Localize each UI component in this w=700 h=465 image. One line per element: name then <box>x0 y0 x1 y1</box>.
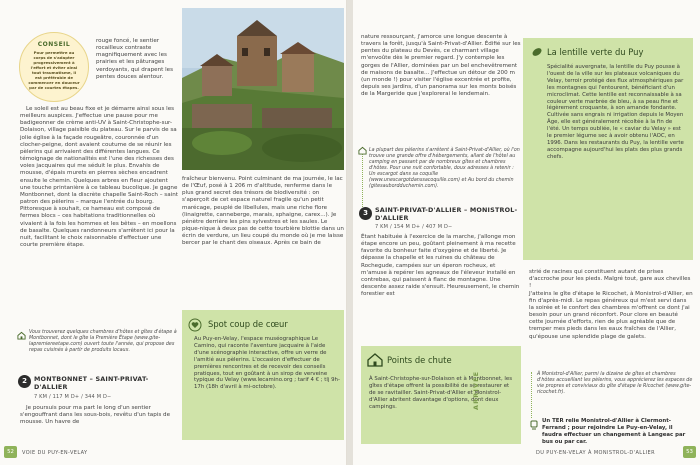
left-col1-top <box>96 38 178 81</box>
paragraph: strié de racines qui constituent autant de prises d'accroche pour les pieds. Malgré tout, gare aux chevilles ! J'atteins le gîte d'étape le Ricochet, à Monistrol-d'Allier, en fin d'après-midi. Le repas généreux qui m'est servi dans la soirée et le confort des chambres m'offrent ce dont j'ai besoin pour un grand réconfort. Pour clore en beauté cette journée d'efforts, rien de plus agréable que de tremper mes pieds dans les eaux fraîches de l'Allier, qu'épouse une splendide plage de galets. <box>529 269 693 340</box>
page-number: 53 <box>683 446 696 458</box>
right-col1-main <box>361 234 521 298</box>
paragraph: nature ressourçant, j'amorce une longue descente à travers la forêt, jusqu'à Saint-Privat-d'Allier. Édifié sur les pentes du plateau du Devès, ce charmant village m'envoûte dès le premier regard. J'y contemple les gorges de l'Allier, dominées par un bel enchevêtrement de maisons de basalte... J'effectue un détour de 200 m (un monde !) pour visiter l'église excentrée et profite, depuis ses jardins, d'un panorama sur les monts boisés de la Margeride que j'explorerai le lendemain. <box>361 34 521 98</box>
stage-title: SAINT-PRIVAT-D'ALLIER – MONISTROL-D'ALLIER <box>375 206 518 222</box>
points-title: Points de chute <box>387 355 452 365</box>
paragraph: Le soleil est au beau fixe et je démarre ainsi sous les meilleurs auspices. J'effectue une pause pour me badigeonner de crème anti-UV à Saint-Christophe-sur-Dolaison, village paisible du plateau. Sur le parvis de sa jolie église à la façade rougeâtre, couronnée d'un clocher-peigne, dont avaient coutume de se réunir les pèlerins qui arrivaient des différentes langues. Ce témoignage de nationalités est l'une des richesses des voies jacquaires qui me séduit le plus. Envahis de mousse, d'épais murets en pierres sèches encadrent ensuite le chemin. Quelques arbres en fleur ajoutent une touche printanière à ce tableau bucolique. Je gagne Montbonnet, dont la discrète chapelle Saint-Roch – saint patron des pèlerins – marque l'entrée du bourg. Pittoresque à souhait, ce hameau est composé de fermes blocs – ces habitations traditionnelles où vivaient à la fois les hommes et les bêtes – en moellons de basalte. Quelques randonneurs s'arrêtent ici pour la nuit, facilitant le choix raisonnable d'effectuer une courte première étape. <box>20 106 178 248</box>
house-icon <box>367 353 383 367</box>
paragraph: Je poursuis pour ma part le long d'un sentier s'engouffrant dans les sous-bois, revêtu d'un tapis de mousse. Un havre de <box>20 405 171 426</box>
page-number: 52 <box>4 446 17 458</box>
leaf-icon <box>531 46 543 58</box>
stage-meta: 7 KM / 117 M D+ / 344 M D− <box>34 394 112 400</box>
heart-icon <box>188 318 202 332</box>
right-tip: La plupart des pèlerins s'arrêtent à Saint-Privat-d'Allier, où l'on trouve une grande offre d'hébergements, allant de l'hôtel au camping en passant par de nombreux gîtes et chambres d'hôtes. Pour une nuit confortable, doux adresses à retenir : Un escargot dans sa coquille (www.unescargotdanssacoquille.com) et Au bord du chemin (gitesaubordduchemin.com). <box>369 148 520 189</box>
right-col1-top <box>361 34 521 98</box>
conseil-badge <box>19 32 89 102</box>
village-photo <box>182 8 344 170</box>
right-page <box>353 0 700 465</box>
footer-left: VOIE DU PUY-EN-VELAY <box>22 450 88 456</box>
lentille-box <box>523 38 693 260</box>
tip-rule <box>362 147 363 207</box>
paragraph: rouge foncé, le sentier rocailleux contraste magnifiquement avec les prairies et les pâturages verdoyants, qui drapent les pentes douces alentour. <box>96 38 173 80</box>
lentille-text: Spécialité auvergnate, la lentille du Puy pousse à l'ouest de la ville sur les plateaux volcaniques du Velay, terroir protégé des flux atmosphériques par les montagnes qui l'entourent, bénéficiant d'un microclimat. Cette lentille est reconnaissable à sa couleur verte marbrée de bleu, à sa peau fine et légèrement croquante, à son amande fondante. Cultivée sans engrais ni irrigation depuis le Moyen Âge, elle est généralement récoltée à la fin de l'été. Un temps oubliée, le « caviar du Velay » est le premier légume sec à avoir obtenu l'AOC, en 1996. Dans les restaurants du Puy, la lentille verte accompagne aujourd'hui les plats des plus grands chefs. <box>547 64 684 160</box>
left-col1-bottom <box>20 405 178 426</box>
stage-title: MONTBONNET – SAINT-PRIVAT-D'ALLIER <box>34 375 149 391</box>
conseil-text: Pour permettre au corps de s'adapter progressivement à l'effort et éviter ainsi tout traumatisme, il est préférable de commencer en douceur par de courtes étapes. <box>28 50 80 90</box>
right-tip2: À Monistrol-d'Allier, parmi la dizaine de gîtes et chambres d'hôtes accueillant les pèlerins, vous apprécierez les espaces de vie propres et conviviaux du gîte d'étape le Ricochet (www.gite-ricochet.fr). <box>537 372 693 395</box>
spot-text: Au Puy-en-Velay, l'espace muséographique Le Camino, qui raconte l'aventure jacquaire à l'aide d'une scénographie interactive, offre un verre de l'amitié aux pèlerins. L'occasion d'effectuer de premières rencontres et de recevoir des conseils pratiques, tout en goûtant à un sirop de verveine typique du Velay (www.lecamino.org ; tarif 4 € ; tlj 9h-17h (18h d'avril à mi-octobre). <box>194 336 340 391</box>
ter-info: Un TER relie Monistrol-d'Allier à Clermont-Ferrand ; pour rejoindre Le Puy-en-Velay, il faudra effectuer un changement à Langeac par bus ou par car. <box>542 418 686 445</box>
left-col1-main <box>20 106 178 249</box>
stage-number: 3 <box>359 207 372 220</box>
house-icon <box>17 331 26 340</box>
paragraph: fraîcheur bienvenu. Point culminant de ma journée, le lac de l'Œuf, posé à 1 206 m d'altitude, renferme dans le plus grand secret des trésors de biodiversité : on s'aperçoit de cet espace naturel fragile qu'un petit marécage, peuplé de libellules, mais une riche flore (linaigrette, canneberge, marais, sphaigne, carex...). Je pénètre derrière les pins sylvestres et les saules. Le pique-nique à deux pas de cette tourbière blottie dans un écrin de verdure, un lieu coupé du monde où je me laisse bercer par le chant des oiseaux. Après ce bain de <box>182 176 344 247</box>
stage-meta: 7 KM / 154 M D+ / 407 M D− <box>375 224 453 230</box>
left-col2-text <box>182 176 344 248</box>
conseil-title: CONSEIL <box>37 41 71 48</box>
house-icon <box>358 146 367 155</box>
stage-number: 2 <box>18 375 31 388</box>
points-box <box>361 346 521 444</box>
train-icon <box>529 420 539 430</box>
paragraph: Étant habituée à l'exercice de la marche, j'allonge mon étape encore un peu, goûtant pleinement à ma recette favorite du bonheur faite d'oxygène et de liberté. Je dépasse la chapelle et les ruines du château de Rochegude, campées sur un éperon rocheux, et m'amuse à repérer les agneaux de l'éleveur installé en contrebas, qui paissent à flanc de montagne. Une descente assez raide s'ensuit. Heureusement, le chemin forestier est <box>361 234 520 298</box>
spot-title: Spot coup de cœur <box>208 319 288 329</box>
left-page <box>0 0 347 465</box>
left-tip: Vous trouverez quelques chambres d'hôtes et gîtes d'étape à Montbonnet, dont le gîte la Première Étape (www.gite-lapremiereetape.com) ouvert toute l'année, qui propose des repas cuisinés à partir de produits locaux. <box>29 330 177 353</box>
footer-right: DU PUY-EN-VELAY À MONISTROL-D'ALLIER <box>536 450 655 456</box>
right-col2-main <box>529 262 693 348</box>
arrivee-label: ARRIVÉE <box>472 370 480 410</box>
lentille-title: La lentille verte du Puy <box>547 47 644 57</box>
tip-rule <box>531 372 532 418</box>
spot-box <box>182 310 344 440</box>
points-text: À Saint-Christophe-sur-Dolaison et à Montbonnet, les gîtes d'étape offrent la possibilité de se restaurer et de se ravitailler. Saint-Privat-d'Allier et Monistrol-d'Allier abritent davantage d'options, dont deux campings. <box>369 376 513 410</box>
